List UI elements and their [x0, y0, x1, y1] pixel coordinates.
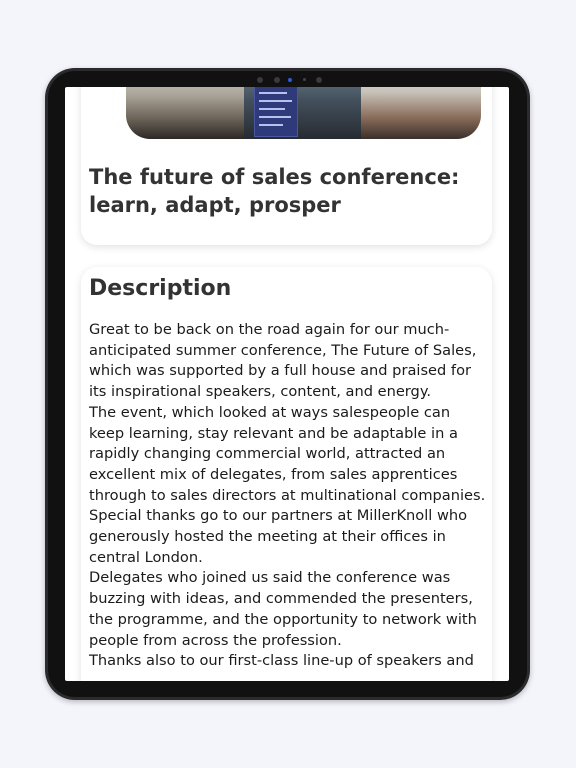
- description-paragraph: Special thanks go to our partners at MillerKnoll who generously hosted the meeting at their offices in central London.: [89, 507, 468, 566]
- event-title: The future of sales conference: learn, adapt, prosper: [89, 165, 460, 217]
- photo-panel-slide: [244, 87, 361, 139]
- description-paragraph: Great to be back on the road again for our much-anticipated summer conference, The Future of Sales, which was supported by a full house and praised for its inspirational speakers, content, and energy.: [89, 321, 477, 401]
- description-body: [89, 320, 487, 672]
- description-paragraph: Delegates who joined us said the conference was buzzing with ideas, and commended the presenters, the programme, and the opportunity to network with people from across the profession.: [89, 569, 477, 649]
- photo-panel-speaker: [126, 87, 244, 139]
- event-photo[interactable]: [126, 87, 481, 139]
- sensor-dot: [316, 77, 322, 83]
- camera-icon: [288, 78, 292, 82]
- app-screen: [65, 87, 509, 681]
- camera-bar: [48, 76, 527, 84]
- sensor-dot: [274, 77, 280, 83]
- photo-panel-audience: [361, 87, 481, 139]
- sensor-dot: [257, 77, 263, 83]
- description-heading: Description: [89, 276, 232, 301]
- event-header-card: [81, 87, 492, 245]
- description-paragraph: Thanks also to our first-class line-up of speakers and: [89, 652, 474, 670]
- sensor-dot: [303, 78, 306, 81]
- description-card: [81, 267, 492, 681]
- description-paragraph: The event, which looked at ways salespeople can keep learning, stay relevant and be adaptable in a rapidly changing commercial world, attracted an excellent mix of delegates, from sales apprentices through to sales directors at multinational companies.: [89, 403, 486, 504]
- presentation-slide-image: [254, 87, 298, 137]
